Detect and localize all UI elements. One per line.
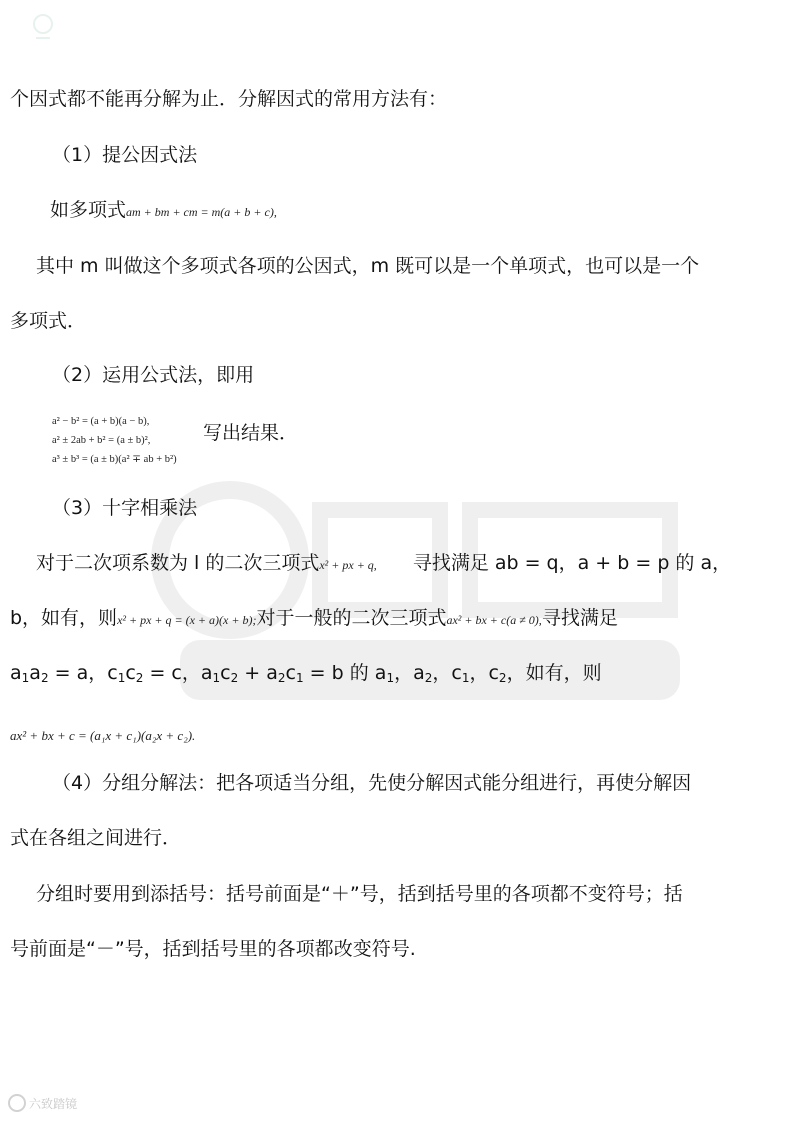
line5-suffix: 寻找满足 ab = q，a + b = p 的 a，	[412, 552, 732, 574]
line6-prefix: b，如有，则	[10, 607, 118, 629]
formula-trinomial-factored: x² + px + q = (x + a)(x + b);	[117, 613, 257, 627]
section-heading-4: （4）分组分解法：把各项适当分组，先使分解因式能分组进行，再使分解因	[52, 772, 692, 794]
formula-general-trinomial: ax² + bx + c(a ≠ 0),	[446, 613, 542, 627]
section-heading-3: （3）十字相乘法	[52, 497, 198, 519]
paragraph-line-3: 其中 m 叫做这个多项式各项的公因式，m 既可以是一个单项式，也可以是一个	[36, 255, 700, 277]
line6-middle: 对于一般的二次三项式	[256, 607, 447, 629]
l7-l: ，c	[469, 662, 499, 684]
line5-prefix: 对于二次项系数为 l 的二次三项式	[36, 552, 320, 574]
formula-cross-factored: ax² + bx + c = (a₁x + c₁)(a₂x + c₂).	[10, 728, 196, 743]
formula-trinomial: x² + px + q,	[319, 558, 377, 572]
l7-f: c	[220, 662, 231, 684]
paragraph-line-7	[10, 661, 602, 685]
line6-suffix: 寻找满足	[541, 607, 618, 629]
corner-watermark	[8, 1094, 77, 1112]
l7-h: c	[285, 662, 296, 684]
l7-s12: 2	[498, 671, 507, 685]
paragraph-line-9: 式在各组之间进行．	[10, 827, 182, 849]
l7-b: a	[29, 662, 41, 684]
l7-s11: 1	[461, 671, 470, 685]
formula-perfect-square: a² ± 2ab + b² = (a ± b)²,	[52, 435, 151, 446]
l7-s8: 1	[296, 671, 304, 685]
watermark-text: 六致踏镜	[29, 1097, 78, 1111]
paragraph-line-5	[36, 551, 731, 577]
l7-m: ，如有，则	[506, 662, 602, 684]
l7-s6: 2	[230, 671, 239, 685]
l7-s10: 2	[424, 671, 433, 685]
paragraph-line-1: 个因式都不能再分解为止．分解因式的常用方法有：	[10, 88, 448, 110]
section-heading-2: （2）运用公式法，即用	[52, 364, 255, 386]
l7-s5: 1	[212, 671, 221, 685]
l7-k: ，c	[432, 662, 462, 684]
example-line	[50, 198, 277, 224]
formula-sum-difference-of-cubes: a³ ± b³ = (a ± b)(a² ∓ ab + b²)	[52, 454, 177, 465]
paragraph-line-6	[10, 606, 618, 632]
watermark-ring-icon	[8, 1094, 26, 1112]
l7-j: ，a	[394, 662, 425, 684]
paragraph-line-10: 分组时要用到添括号：括号前面是“＋”号，括到括号里的各项都不变符号；括	[36, 883, 683, 905]
paragraph-line-11: 号前面是“－”号，括到括号里的各项都改变符号.	[10, 938, 416, 960]
l7-s4: 2	[135, 671, 144, 685]
l7-e: = c，a	[143, 662, 213, 684]
example-prefix: 如多项式	[50, 199, 127, 221]
formula-common-factor: am + bm + cm = m(a + b + c),	[126, 205, 277, 219]
l7-g: + a	[238, 662, 278, 684]
l7-s2: 2	[40, 671, 49, 685]
l7-d: c	[125, 662, 136, 684]
l7-s9: 1	[386, 671, 395, 685]
formula-block	[52, 412, 177, 469]
formula-line-8	[10, 722, 195, 748]
l7-s1: 1	[21, 671, 30, 685]
watermark-logo	[150, 470, 710, 730]
paragraph-line-4: 多项式．	[10, 310, 87, 332]
l7-i: = b 的 a	[303, 662, 387, 684]
l7-s3: 1	[117, 671, 126, 685]
l7-s7: 2	[277, 671, 286, 685]
l7-c: = a，c	[48, 662, 118, 684]
formula-difference-of-squares: a² − b² = (a + b)(a − b),	[52, 416, 150, 427]
formula-result-text: 写出结果．	[203, 422, 299, 444]
l7-a: a	[10, 662, 22, 684]
scan-smudge-mark	[28, 10, 58, 46]
section-heading-1: （1）提公因式法	[52, 144, 198, 166]
